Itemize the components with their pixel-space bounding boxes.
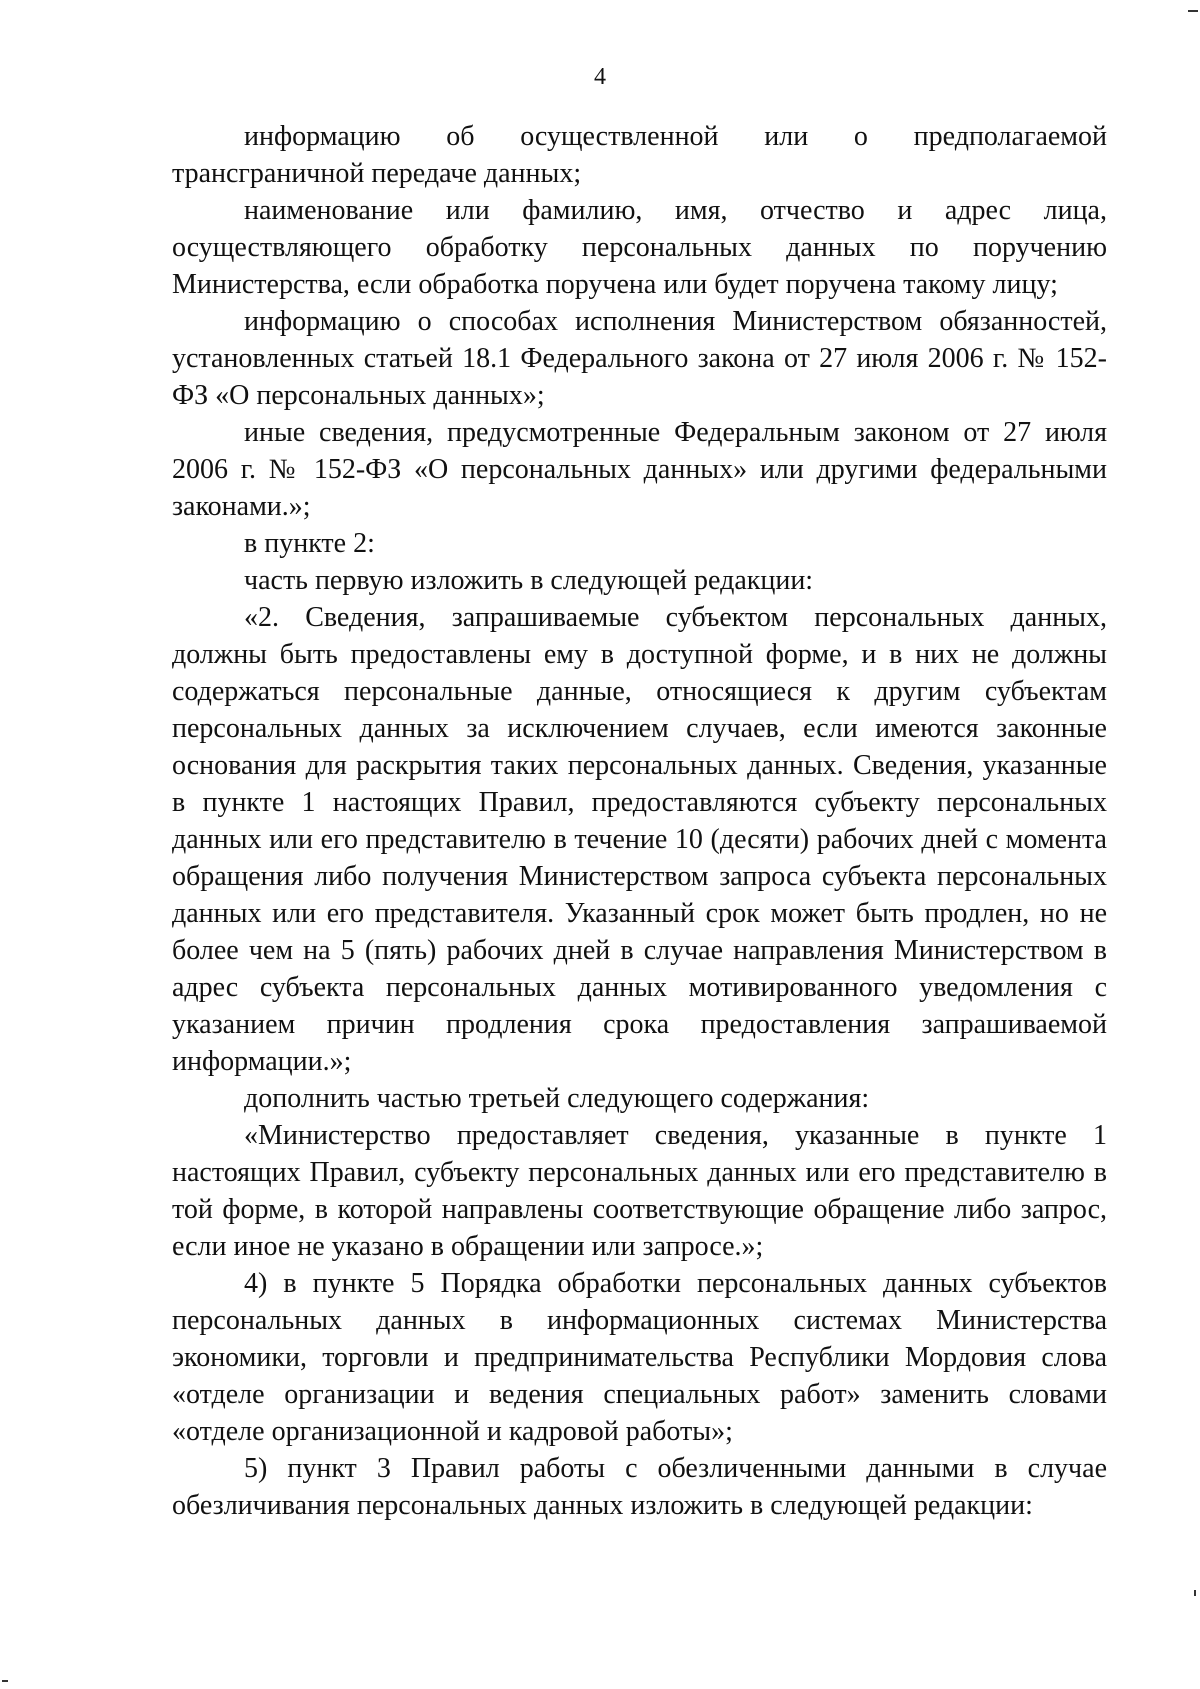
scan-mark	[1188, 10, 1198, 12]
page-number: 4	[594, 64, 606, 90]
paragraph-ministry-provides: «Министерство предоставляет сведения, указанные в пункте 1 настоящих Правил, субъекту персональных данных или его представителю в той форме, в которой направлены соответствующие обращение либо запрос, если иное не указано в обращении или запросе.»;	[172, 1120, 1107, 1262]
document-body	[172, 118, 1107, 1524]
paragraph-point-2-text: «2. Сведения, запрашиваемые субъектом персональных данных, должны быть предоставлены ему в доступной форме, и в них не должны содержаться персональные данные, относящиеся к другим субъектам персональных данных за исключением случаев, если имеются законные основания для раскрытия таких персональных данных. Сведения, указанные в пункте 1 настоящих Правил, предоставляются субъекту персональных данных или его представителю в течение 10 (десяти) рабочих дней с момента обращения либо получения Министерством запроса субъекта персональных данных или его представителя. Указанный срок может быть продлен, но не более чем на 5 (пять) рабочих дней в случае направления Министерством в адрес субъекта персональных данных мотивированного уведомления с указанием причин продления срока предоставления запрашиваемой информации.»;	[172, 602, 1107, 1077]
paragraph-other-info: иные сведения, предусмотренные Федеральным законом от 27 июля 2006 г. № 152-ФЗ «О персональных данных» или другими федеральными законами.»;	[172, 417, 1107, 522]
paragraph-first-part: часть первую изложить в следующей редакции:	[244, 565, 814, 596]
paragraph-cross-border-transfer: информацию об осуществленной или о предполагаемой трансграничной передаче данных;	[172, 121, 1107, 189]
scan-mark	[2, 1680, 8, 1682]
scan-mark	[1194, 1590, 1196, 1596]
paragraph-processor-name: наименование или фамилию, имя, отчество и адрес лица, осуществляющего обработку персональных данных по поручению Министерства, если обработка поручена или будет поручена такому лицу;	[172, 195, 1107, 300]
paragraph-item-5: 5) пункт 3 Правил работы с обезличенными данными в случае обезличивания персональных данных изложить в следующей редакции:	[172, 1453, 1107, 1521]
paragraph-item-4: 4) в пункте 5 Порядка обработки персональных данных субъектов персональных данных в информационных системах Министерства экономики, торговли и предпринимательства Республики Мордовия слова «отделе организации и ведения специальных работ» заменить словами «отделе организационной и кадровой работы»;	[172, 1268, 1107, 1447]
paragraph-point-2: в пункте 2:	[244, 528, 375, 559]
paragraph-obligations-info: информацию о способах исполнения Министерством обязанностей, установленных статьей 18.1 Федерального закона от 27 июля 2006 г. № 152-ФЗ «О персональных данных»;	[172, 306, 1107, 411]
paragraph-add-third-part: дополнить частью третьей следующего содержания:	[244, 1083, 870, 1114]
